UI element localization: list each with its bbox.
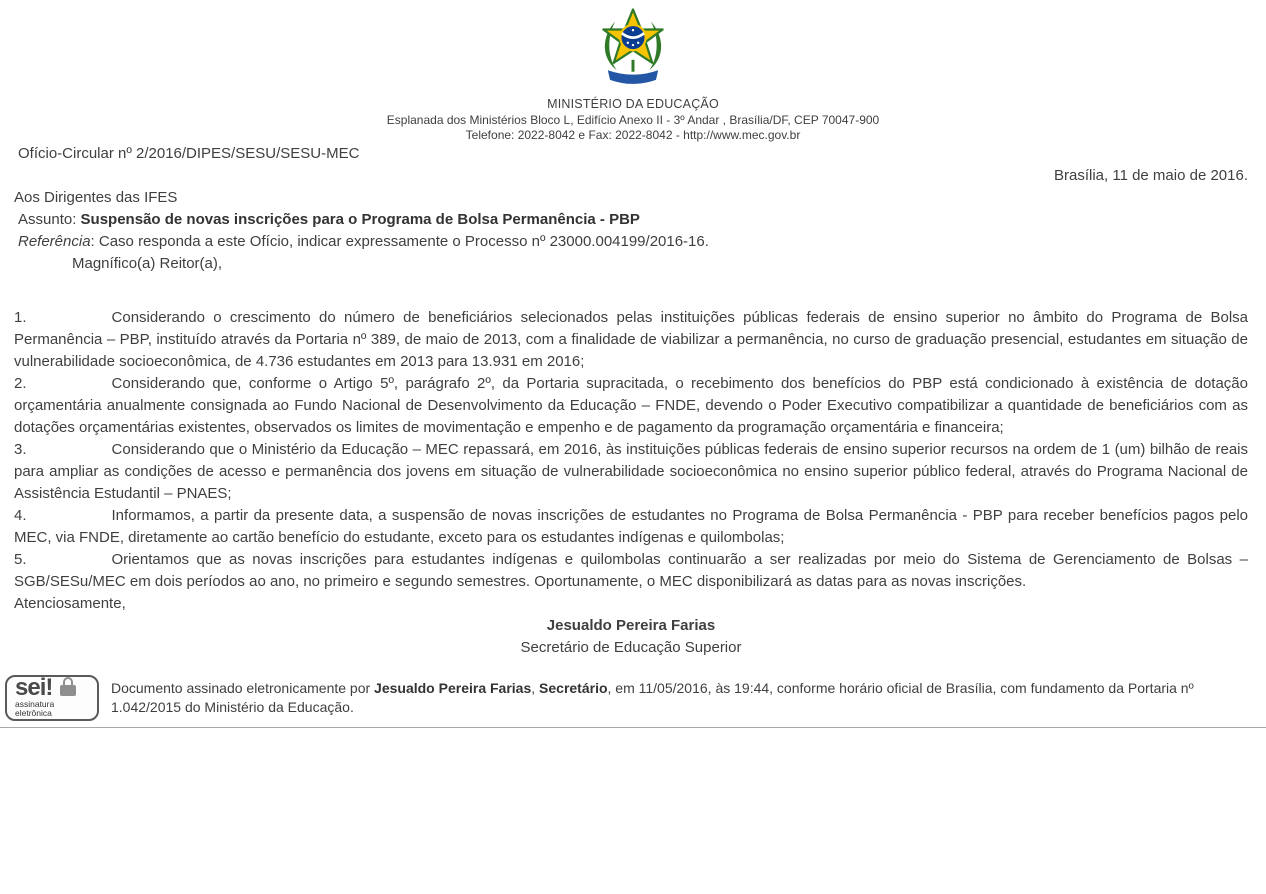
signer-title: Secretário de Educação Superior [520, 638, 742, 656]
addressee: Aos Dirigentes das IFES [14, 188, 178, 206]
paragraph-3-text: Considerando que o Ministério da Educação – MEC repassará, em 2016, às instituições públicas federais de ensino superior recursos na ordem de 1 (um) bilhão de reais para ampliar as condições de acesso e permanência dos jovens em situação de vulnerabilidade socioeconômica no ensino superior público federal, através do Programa Nacional de Assistência Estudantil – PNAES; [14, 440, 1248, 502]
ministry-address: Esplanada dos Ministérios Bloco L, Edifício Anexo II - 3º Andar , Brasília/DF, CEP 70047-900 [386, 112, 880, 127]
letter-body [0, 143, 1266, 659]
subject-label: Assunto: [18, 210, 81, 228]
paragraph-3 [14, 439, 1248, 505]
paragraph-1-number: 1. [14, 308, 27, 326]
reference-text: : Caso responda a este Ofício, indicar expressamente o Processo nº 23000.004199/2016-16. [90, 232, 709, 250]
paragraph-1-text: Considerando o crescimento do número de beneficiários selecionados pelas instituições públicas federais de ensino superior no âmbito do Programa de Bolsa Permanência – PBP, instituído através da Portaria nº 389, de maio de 2013, com a finalidade de viabilizar a permanência, no curso de graduação presencial, estudantes em situação de vulnerabilidade socioeconômica, de 4.736 estudantes em 2013 para 13.931 em 2016; [14, 308, 1248, 370]
sei-caption-line2: eletrônica [15, 708, 52, 719]
paragraph-5-number: 5. [14, 550, 27, 568]
sei-logo-row [15, 674, 91, 702]
sei-caption [15, 700, 91, 718]
reference-label: Referência [18, 232, 91, 250]
paragraph-5-text: Orientamos que as novas inscrições para estudantes indígenas e quilombolas continuarão a ser realizadas por meio do Sistema de Gerenciamento de Bolsas – SGB/SESu/MEC em dois períodos ao ano, no primeiro e segundo semestres. Oportunamente, o MEC disponibilizará as datas para as novas inscrições. [14, 550, 1248, 590]
sei-wordmark: sei! [15, 674, 53, 702]
electronic-signature-block [0, 671, 1266, 728]
signer-name: Jesualdo Pereira Farias [546, 616, 716, 634]
subject-text: Suspensão de novas inscrições para o Programa de Bolsa Permanência - PBP [80, 210, 640, 228]
brazil-coat-of-arms-icon [595, 8, 671, 88]
sei-caption-line1: assinatura [15, 699, 55, 710]
salutation: Magnífico(a) Reitor(a), [72, 254, 223, 272]
subject-line [14, 209, 1248, 231]
reference-line [14, 231, 1248, 253]
place-and-date: Brasília, 11 de maio de 2016. [1053, 166, 1248, 184]
statement-prefix: Documento assinado eletronicamente por [111, 679, 375, 696]
paragraph-2-number: 2. [14, 374, 27, 392]
paragraph-4-number: 4. [14, 506, 27, 524]
document-number: Ofício-Circular nº 2/2016/DIPES/SESU/SESU-MEC [18, 144, 360, 162]
paragraph-3-number: 3. [14, 440, 27, 458]
paragraph-5 [14, 549, 1248, 593]
paragraph-4-text: Informamos, a partir da presente data, a suspensão de novas inscrições de estudantes no Programa de Bolsa Permanência - PBP para receber benefícios pagos pelo MEC, via FNDE, diretamente ao cartão benefício do estudante, exceto para os estudantes indígenas e quilombolas; [14, 506, 1248, 546]
signature-statement [111, 679, 1254, 717]
ministry-name: MINISTÉRIO DA EDUCAÇÃO [547, 97, 719, 111]
sei-logo [5, 675, 99, 721]
letterhead [0, 0, 1266, 143]
paragraph-4 [14, 505, 1248, 549]
statement-comma: , [531, 679, 540, 696]
paragraph-2-text: Considerando que, conforme o Artigo 5º, parágrafo 2º, da Portaria supracitada, o recebimento dos benefícios do PBP está condicionado à existência de dotação orçamentária anualmente consignada ao Fundo Nacional de Desenvolvimento da Educação – FNDE, devendo o Poder Executivo compatibilizar a quantidade de beneficiários com as dotações orçamentárias existentes, observados os limites de movimentação e empenho e de pagamento da programação orçamentária e financeira; [14, 374, 1248, 436]
statement-suffix: , em 11/05/2016, às 19:44, conforme horário oficial de Brasília, com fundamento da Portaria nº 1.042/2015 do Ministério da Educação. [111, 679, 1194, 715]
padlock-icon [60, 683, 76, 696]
statement-signer-name: Jesualdo Pereira Farias [374, 679, 532, 696]
closing: Atenciosamente, [14, 594, 126, 612]
paragraph-2 [14, 373, 1248, 439]
ministry-contact: Telefone: 2022-8042 e Fax: 2022-8042 - http://www.mec.gov.br [465, 127, 801, 142]
statement-signer-role: Secretário [539, 679, 608, 696]
paragraph-1 [14, 307, 1248, 373]
